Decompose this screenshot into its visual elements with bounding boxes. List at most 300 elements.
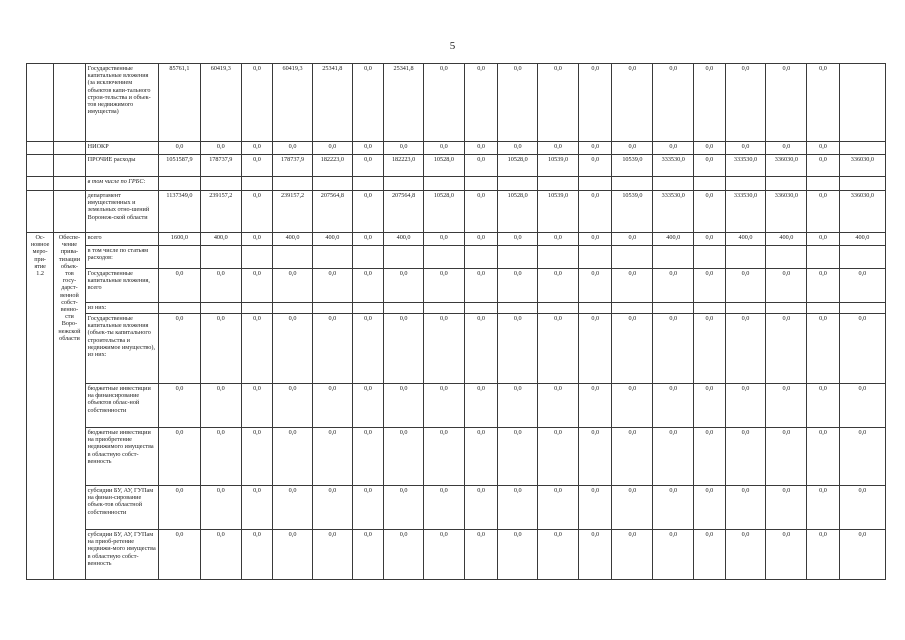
value-cell: 0,0 xyxy=(200,486,241,530)
value-cell: 0,0 xyxy=(653,314,694,384)
value-cell xyxy=(538,303,579,314)
value-cell xyxy=(766,303,807,314)
value-cell: 0,0 xyxy=(312,269,352,303)
value-cell: 0,0 xyxy=(612,142,653,155)
value-cell xyxy=(807,303,839,314)
table-row xyxy=(27,303,886,314)
value-cell: 0,0 xyxy=(538,384,579,428)
table-row xyxy=(27,142,886,155)
value-cell: 0,0 xyxy=(384,142,424,155)
value-cell: 336030,0 xyxy=(766,155,807,177)
value-cell: 400,0 xyxy=(384,233,424,246)
value-cell: 0,0 xyxy=(464,314,498,384)
value-cell: 0,0 xyxy=(725,486,766,530)
value-cell: 0,0 xyxy=(612,64,653,142)
value-cell: 0,0 xyxy=(352,384,383,428)
value-cell xyxy=(464,303,498,314)
value-cell xyxy=(653,303,694,314)
value-cell: 0,0 xyxy=(538,486,579,530)
empty-cell xyxy=(54,142,85,155)
value-cell: 0,0 xyxy=(578,64,612,142)
value-cell: 0,0 xyxy=(312,314,352,384)
value-cell xyxy=(612,177,653,191)
value-cell: 400,0 xyxy=(273,233,313,246)
value-cell xyxy=(352,303,383,314)
value-cell: 0,0 xyxy=(653,384,694,428)
value-cell: 0,0 xyxy=(725,314,766,384)
value-cell: 10539,0 xyxy=(538,155,579,177)
value-cell xyxy=(273,177,313,191)
value-cell xyxy=(839,246,885,269)
value-cell: 0,0 xyxy=(694,155,725,177)
value-cell xyxy=(273,303,313,314)
value-cell: 0,0 xyxy=(578,233,612,246)
value-cell xyxy=(158,177,200,191)
value-cell: 0,0 xyxy=(312,530,352,580)
value-cell xyxy=(839,177,885,191)
table-row xyxy=(27,64,886,142)
value-cell: 0,0 xyxy=(807,233,839,246)
value-cell xyxy=(312,246,352,269)
value-cell xyxy=(807,246,839,269)
value-cell: 0,0 xyxy=(694,269,725,303)
value-cell: 0,0 xyxy=(200,428,241,486)
page-number: 5 xyxy=(449,40,456,52)
empty-cell xyxy=(54,64,85,142)
value-cell: 0,0 xyxy=(612,486,653,530)
value-cell: 0,0 xyxy=(807,142,839,155)
value-cell: 0,0 xyxy=(200,530,241,580)
value-cell: 0,0 xyxy=(766,64,807,142)
value-cell: 0,0 xyxy=(807,428,839,486)
value-cell: 0,0 xyxy=(423,233,464,246)
table-row xyxy=(27,191,886,233)
value-cell: 0,0 xyxy=(158,530,200,580)
value-cell: 0,0 xyxy=(612,530,653,580)
value-cell: 0,0 xyxy=(158,142,200,155)
value-cell xyxy=(612,303,653,314)
value-cell: 0,0 xyxy=(578,428,612,486)
row-label: субсидии БУ, АУ, ГУПам на финан-сирование объек-тов областной собственности xyxy=(85,486,158,530)
value-cell: 1600,0 xyxy=(158,233,200,246)
empty-cell xyxy=(27,191,54,233)
value-cell: 0,0 xyxy=(766,142,807,155)
value-cell xyxy=(725,177,766,191)
value-cell: 0,0 xyxy=(538,233,579,246)
value-cell: 0,0 xyxy=(273,269,313,303)
value-cell xyxy=(578,246,612,269)
value-cell: 0,0 xyxy=(241,64,272,142)
row-label: НИОКР xyxy=(85,142,158,155)
value-cell: 0,0 xyxy=(312,428,352,486)
value-cell: 0,0 xyxy=(839,486,885,530)
value-cell: 0,0 xyxy=(423,384,464,428)
value-cell: 0,0 xyxy=(241,428,272,486)
row-label: Государственные капитальные вложения, всего xyxy=(85,269,158,303)
value-cell: 0,0 xyxy=(766,486,807,530)
value-cell: 25341,8 xyxy=(312,64,352,142)
value-cell: 0,0 xyxy=(807,384,839,428)
value-cell: 0,0 xyxy=(612,269,653,303)
value-cell: 0,0 xyxy=(498,64,538,142)
value-cell: 0,0 xyxy=(725,530,766,580)
value-cell xyxy=(612,246,653,269)
value-cell: 0,0 xyxy=(464,486,498,530)
value-cell xyxy=(578,177,612,191)
value-cell xyxy=(200,303,241,314)
value-cell: 336030,0 xyxy=(839,155,885,177)
value-cell: 400,0 xyxy=(725,233,766,246)
value-cell: 0,0 xyxy=(158,269,200,303)
value-cell: 0,0 xyxy=(241,155,272,177)
empty-cell xyxy=(27,64,54,142)
table-row xyxy=(27,486,886,530)
value-cell: 0,0 xyxy=(766,530,807,580)
value-cell: 400,0 xyxy=(766,233,807,246)
table-row xyxy=(27,155,886,177)
value-cell: 0,0 xyxy=(273,314,313,384)
empty-cell xyxy=(54,177,85,191)
value-cell: 0,0 xyxy=(273,428,313,486)
value-cell: 0,0 xyxy=(578,155,612,177)
value-cell: 0,0 xyxy=(273,384,313,428)
row-label: бюджетные инвестиции на финансирование объектов облас-ной собственности xyxy=(85,384,158,428)
value-cell: 10528,0 xyxy=(498,155,538,177)
value-cell: 0,0 xyxy=(725,142,766,155)
value-cell: 0,0 xyxy=(653,486,694,530)
value-cell: 0,0 xyxy=(200,142,241,155)
value-cell xyxy=(538,246,579,269)
value-cell: 0,0 xyxy=(498,530,538,580)
empty-cell xyxy=(54,155,85,177)
value-cell xyxy=(312,303,352,314)
value-cell: 0,0 xyxy=(352,269,383,303)
empty-cell xyxy=(54,191,85,233)
value-cell: 0,0 xyxy=(352,530,383,580)
value-cell: 0,0 xyxy=(694,191,725,233)
value-cell: 0,0 xyxy=(839,269,885,303)
value-cell: 0,0 xyxy=(578,269,612,303)
value-cell: 0,0 xyxy=(498,233,538,246)
value-cell: 400,0 xyxy=(200,233,241,246)
value-cell: 0,0 xyxy=(158,486,200,530)
row-label: всего xyxy=(85,233,158,246)
value-cell xyxy=(498,303,538,314)
row-label: в том числе по ГРБС: xyxy=(85,177,158,191)
value-cell: 0,0 xyxy=(653,428,694,486)
value-cell xyxy=(725,246,766,269)
value-cell: 0,0 xyxy=(538,314,579,384)
value-cell: 0,0 xyxy=(725,428,766,486)
value-cell: 0,0 xyxy=(352,428,383,486)
value-cell: 0,0 xyxy=(241,233,272,246)
value-cell: 0,0 xyxy=(498,428,538,486)
value-cell: 0,0 xyxy=(423,269,464,303)
row-label: Государственные капитальные вложения (за исключением объектов капи-тального строи-тельства и объек-тов недвижимого имущества) xyxy=(85,64,158,142)
value-cell xyxy=(384,177,424,191)
value-cell: 0,0 xyxy=(725,64,766,142)
empty-cell xyxy=(27,177,54,191)
value-cell: 0,0 xyxy=(423,64,464,142)
value-cell: 0,0 xyxy=(423,530,464,580)
value-cell: 0,0 xyxy=(273,142,313,155)
value-cell: 10528,0 xyxy=(423,155,464,177)
value-cell: 239157,2 xyxy=(200,191,241,233)
value-cell: 0,0 xyxy=(241,314,272,384)
value-cell: 0,0 xyxy=(807,530,839,580)
value-cell xyxy=(839,303,885,314)
value-cell: 207564,8 xyxy=(384,191,424,233)
value-cell: 0,0 xyxy=(694,314,725,384)
value-cell: 0,0 xyxy=(200,269,241,303)
value-cell: 0,0 xyxy=(384,428,424,486)
value-cell xyxy=(464,246,498,269)
value-cell: 0,0 xyxy=(158,428,200,486)
value-cell xyxy=(273,246,313,269)
value-cell xyxy=(464,177,498,191)
value-cell: 0,0 xyxy=(538,530,579,580)
value-cell xyxy=(538,177,579,191)
value-cell xyxy=(312,177,352,191)
activity-name-cell: Обеспе- чение прива- тизации объек- тов госу- дарст- венной собст- венно- сти Воро- нежской области xyxy=(54,233,85,580)
value-cell: 0,0 xyxy=(578,486,612,530)
row-label: департамент имущественных и земельных отно-шений Воронеж-ской области xyxy=(85,191,158,233)
empty-cell xyxy=(27,142,54,155)
value-cell: 0,0 xyxy=(725,269,766,303)
value-cell: 0,0 xyxy=(464,191,498,233)
value-cell: 0,0 xyxy=(464,384,498,428)
value-cell xyxy=(839,142,885,155)
value-cell: 0,0 xyxy=(694,384,725,428)
value-cell xyxy=(423,177,464,191)
value-cell: 0,0 xyxy=(352,64,383,142)
value-cell: 0,0 xyxy=(384,314,424,384)
value-cell: 60419,3 xyxy=(200,64,241,142)
value-cell: 0,0 xyxy=(839,384,885,428)
value-cell: 0,0 xyxy=(200,384,241,428)
activity-number-cell: Ос- новное меро- при- ятие 1.2 xyxy=(27,233,54,580)
value-cell: 0,0 xyxy=(498,142,538,155)
value-cell: 0,0 xyxy=(839,530,885,580)
value-cell: 333530,0 xyxy=(725,155,766,177)
value-cell: 336030,0 xyxy=(839,191,885,233)
value-cell xyxy=(694,303,725,314)
value-cell: 333530,0 xyxy=(725,191,766,233)
value-cell: 0,0 xyxy=(498,269,538,303)
value-cell: 239157,2 xyxy=(273,191,313,233)
table-row xyxy=(27,314,886,384)
value-cell: 0,0 xyxy=(352,155,383,177)
value-cell: 0,0 xyxy=(694,530,725,580)
value-cell: 0,0 xyxy=(464,64,498,142)
value-cell: 0,0 xyxy=(384,384,424,428)
value-cell: 0,0 xyxy=(839,428,885,486)
row-label: Государственные капитальные вложения (объек-ты капитального строительства и недвижимое имущество), из них: xyxy=(85,314,158,384)
table-row xyxy=(27,233,886,246)
value-cell: 0,0 xyxy=(538,269,579,303)
value-cell: 182223,0 xyxy=(384,155,424,177)
value-cell: 0,0 xyxy=(694,486,725,530)
value-cell xyxy=(423,303,464,314)
value-cell: 0,0 xyxy=(423,314,464,384)
value-cell: 178737,9 xyxy=(200,155,241,177)
value-cell: 0,0 xyxy=(423,486,464,530)
value-cell xyxy=(578,303,612,314)
value-cell: 10539,0 xyxy=(612,155,653,177)
table-row xyxy=(27,384,886,428)
value-cell: 1137349,0 xyxy=(158,191,200,233)
table-row xyxy=(27,246,886,269)
value-cell xyxy=(498,246,538,269)
value-cell: 0,0 xyxy=(498,314,538,384)
value-cell: 0,0 xyxy=(352,486,383,530)
value-cell: 333530,0 xyxy=(653,155,694,177)
value-cell: 0,0 xyxy=(653,269,694,303)
value-cell: 0,0 xyxy=(241,142,272,155)
row-label: из них: xyxy=(85,303,158,314)
value-cell: 25341,8 xyxy=(384,64,424,142)
value-cell: 0,0 xyxy=(423,428,464,486)
value-cell: 60419,3 xyxy=(273,64,313,142)
value-cell: 0,0 xyxy=(384,530,424,580)
value-cell xyxy=(694,246,725,269)
value-cell: 0,0 xyxy=(464,155,498,177)
value-cell: 0,0 xyxy=(498,486,538,530)
value-cell: 0,0 xyxy=(653,64,694,142)
value-cell: 0,0 xyxy=(694,64,725,142)
value-cell: 0,0 xyxy=(273,530,313,580)
value-cell xyxy=(653,177,694,191)
value-cell: 0,0 xyxy=(578,142,612,155)
value-cell: 0,0 xyxy=(423,142,464,155)
value-cell: 1051587,9 xyxy=(158,155,200,177)
value-cell: 0,0 xyxy=(158,384,200,428)
value-cell: 0,0 xyxy=(352,191,383,233)
value-cell: 0,0 xyxy=(312,142,352,155)
value-cell xyxy=(241,246,272,269)
value-cell: 10539,0 xyxy=(612,191,653,233)
value-cell: 10528,0 xyxy=(423,191,464,233)
value-cell: 207564,8 xyxy=(312,191,352,233)
value-cell: 0,0 xyxy=(464,233,498,246)
value-cell: 0,0 xyxy=(384,269,424,303)
row-label: бюджетные инвестиции на приобретение недвижимого имущества в областную собст-венность xyxy=(85,428,158,486)
value-cell xyxy=(241,177,272,191)
value-cell xyxy=(200,177,241,191)
value-cell: 0,0 xyxy=(766,428,807,486)
value-cell: 10539,0 xyxy=(538,191,579,233)
value-cell xyxy=(498,177,538,191)
value-cell: 0,0 xyxy=(464,142,498,155)
row-label: в том числе по статьям расходов: xyxy=(85,246,158,269)
row-label: субсидии БУ, АУ, ГУПам на приоб-ретение недвижи-мого имущества в областную собст-венность xyxy=(85,530,158,580)
value-cell: 0,0 xyxy=(578,314,612,384)
value-cell: 0,0 xyxy=(807,155,839,177)
value-cell: 0,0 xyxy=(312,384,352,428)
value-cell xyxy=(200,246,241,269)
value-cell: 0,0 xyxy=(241,384,272,428)
value-cell: 0,0 xyxy=(464,269,498,303)
value-cell: 0,0 xyxy=(352,142,383,155)
value-cell: 0,0 xyxy=(241,269,272,303)
value-cell: 0,0 xyxy=(612,384,653,428)
value-cell: 400,0 xyxy=(312,233,352,246)
value-cell: 0,0 xyxy=(578,191,612,233)
value-cell: 0,0 xyxy=(578,530,612,580)
value-cell xyxy=(158,303,200,314)
value-cell xyxy=(766,177,807,191)
value-cell: 0,0 xyxy=(241,486,272,530)
value-cell xyxy=(352,246,383,269)
value-cell: 336030,0 xyxy=(766,191,807,233)
value-cell xyxy=(694,177,725,191)
value-cell: 400,0 xyxy=(839,233,885,246)
table-row xyxy=(27,269,886,303)
value-cell: 10528,0 xyxy=(498,191,538,233)
row-label: ПРОЧИЕ расходы xyxy=(85,155,158,177)
value-cell: 0,0 xyxy=(538,428,579,486)
value-cell xyxy=(839,64,885,142)
value-cell: 0,0 xyxy=(807,269,839,303)
table-row xyxy=(27,530,886,580)
value-cell: 0,0 xyxy=(807,191,839,233)
value-cell: 178737,9 xyxy=(273,155,313,177)
budget-table xyxy=(26,63,886,580)
value-cell: 0,0 xyxy=(384,486,424,530)
value-cell: 0,0 xyxy=(241,191,272,233)
value-cell: 0,0 xyxy=(766,269,807,303)
value-cell: 0,0 xyxy=(612,314,653,384)
value-cell: 0,0 xyxy=(273,486,313,530)
value-cell: 0,0 xyxy=(766,384,807,428)
value-cell: 0,0 xyxy=(694,142,725,155)
value-cell xyxy=(807,177,839,191)
value-cell xyxy=(241,303,272,314)
empty-cell xyxy=(27,155,54,177)
value-cell: 0,0 xyxy=(653,142,694,155)
value-cell: 0,0 xyxy=(158,314,200,384)
value-cell: 0,0 xyxy=(312,486,352,530)
value-cell: 0,0 xyxy=(612,233,653,246)
value-cell: 0,0 xyxy=(352,314,383,384)
value-cell: 0,0 xyxy=(694,428,725,486)
value-cell: 0,0 xyxy=(464,428,498,486)
value-cell: 0,0 xyxy=(807,314,839,384)
value-cell xyxy=(352,177,383,191)
value-cell: 0,0 xyxy=(612,428,653,486)
table-row xyxy=(27,428,886,486)
value-cell xyxy=(725,303,766,314)
value-cell xyxy=(423,246,464,269)
value-cell xyxy=(384,246,424,269)
value-cell: 0,0 xyxy=(725,384,766,428)
value-cell xyxy=(158,246,200,269)
table-row xyxy=(27,177,886,191)
value-cell: 182223,0 xyxy=(312,155,352,177)
value-cell: 400,0 xyxy=(653,233,694,246)
value-cell: 0,0 xyxy=(352,233,383,246)
value-cell: 0,0 xyxy=(694,233,725,246)
value-cell: 85761,1 xyxy=(158,64,200,142)
value-cell: 0,0 xyxy=(807,64,839,142)
value-cell: 0,0 xyxy=(498,384,538,428)
value-cell xyxy=(653,246,694,269)
value-cell: 0,0 xyxy=(538,142,579,155)
value-cell: 0,0 xyxy=(653,530,694,580)
value-cell: 0,0 xyxy=(578,384,612,428)
value-cell: 0,0 xyxy=(538,64,579,142)
value-cell: 0,0 xyxy=(807,486,839,530)
